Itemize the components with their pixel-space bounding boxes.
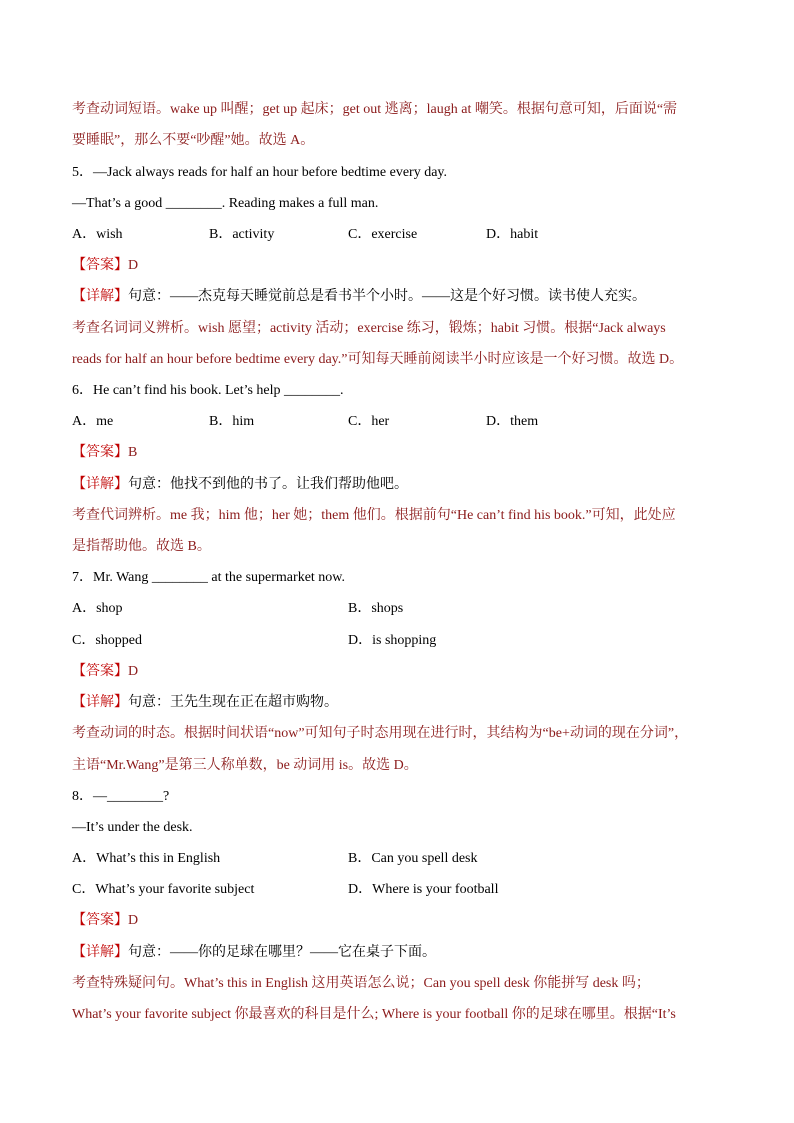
answer-value: D — [128, 913, 139, 928]
detail-meaning: 句意：他找不到他的书了。让我们帮助他吧。 — [128, 477, 408, 492]
q6-analysis-line-2: 是指帮助他。故选 B。 — [72, 539, 211, 554]
q7-stem-line-1: 7．Mr. Wang ________ at the supermarket now. — [72, 570, 345, 585]
q5-option-a: A．wish — [72, 227, 123, 242]
q6-detail — [72, 475, 408, 495]
q5-stem-line-2: —That’s a good ________. Reading makes a full man. — [72, 196, 379, 211]
answer-value: B — [128, 445, 138, 460]
q7-option-d: D．is shopping — [348, 633, 437, 648]
detail-label: 【详解】 — [72, 289, 128, 304]
q4-analysis-line-1: 考查动词短语。wake up 叫醒；get up 起床；get out 逃离；laugh at 嘲笑。根据句意可知，后面说“需 — [72, 102, 678, 117]
q7-option-b: B．shops — [348, 601, 404, 616]
answer-label: 【答案】 — [72, 445, 128, 460]
q5-analysis-line-2: reads for half an hour before bedtime every day.”可知每天睡前阅读半小时应该是一个好习惯。故选 D。 — [72, 352, 684, 367]
q5-option-c: C．exercise — [348, 227, 418, 242]
q6-option-b: B．him — [209, 414, 255, 429]
q8-option-c: C．What’s your favorite subject — [72, 882, 255, 897]
q8-option-d: D．Where is your football — [348, 882, 499, 897]
answer-label: 【答案】 — [72, 258, 128, 273]
q5-detail — [72, 287, 646, 307]
detail-label: 【详解】 — [72, 477, 128, 492]
q8-answer — [72, 911, 138, 931]
q6-option-a: A．me — [72, 414, 114, 429]
q8-stem-line-2: —It’s under the desk. — [72, 820, 193, 835]
q7-option-a: A．shop — [72, 601, 123, 616]
q7-detail — [72, 693, 338, 713]
q6-answer — [72, 443, 137, 463]
q6-analysis-line-1: 考查代词辨析。me 我；him 他；her 她；them 他们。根据前句“He can’t find his book.”可知，此处应 — [72, 508, 676, 523]
q8-stem-line-1: 8．—________? — [72, 789, 170, 804]
detail-meaning: 句意：王先生现在正在超市购物。 — [128, 695, 338, 710]
q5-option-b: B．activity — [209, 227, 275, 242]
q5-option-d: D．habit — [486, 227, 539, 242]
detail-label: 【详解】 — [72, 695, 128, 710]
q8-option-b: B．Can you spell desk — [348, 851, 478, 866]
detail-meaning: 句意：——你的足球在哪里？——它在桌子下面。 — [128, 945, 436, 960]
q5-analysis-line-1: 考查名词词义辨析。wish 愿望；activity 活动；exercise 练习，锻炼；habit 习惯。根据“Jack always — [72, 321, 666, 336]
detail-meaning: 句意：——杰克每天睡觉前总是看书半个小时。——这是个好习惯。读书使人充实。 — [128, 289, 646, 304]
q7-analysis-line-2: 主语“Mr.Wang”是第三人称单数，be 动词用 is。故选 D。 — [72, 758, 418, 773]
q5-stem-line-1: 5．—Jack always reads for half an hour before bedtime every day. — [72, 165, 447, 180]
answer-value: D — [128, 664, 139, 679]
answer-label: 【答案】 — [72, 664, 128, 679]
q6-stem-line-1: 6．He can’t find his book. Let’s help ________. — [72, 383, 344, 398]
q6-option-c: C．her — [348, 414, 390, 429]
q7-answer — [72, 662, 138, 682]
q7-analysis-line-1: 考查动词的时态。根据时间状语“now”可知句子时态用现在进行时，其结构为“be+动词的现在分词”， — [72, 726, 689, 741]
q8-analysis-line-2: What’s your favorite subject 你最喜欢的科目是什么; Where is your football 你的足球在哪里。根据“It’s — [72, 1007, 676, 1022]
q8-analysis-line-1: 考查特殊疑问句。What’s this in English 这用英语怎么说；Can you spell desk 你能拼写 desk 吗； — [72, 976, 650, 991]
q5-answer — [72, 256, 138, 276]
answer-label: 【答案】 — [72, 913, 128, 928]
q8-detail — [72, 943, 436, 963]
q8-option-a: A．What’s this in English — [72, 851, 221, 866]
q6-option-d: D．them — [486, 414, 539, 429]
q4-analysis-line-2: 要睡眠”，那么不要“吵醒”她。故选 A。 — [72, 133, 315, 148]
detail-label: 【详解】 — [72, 945, 128, 960]
answer-value: D — [128, 258, 139, 273]
q7-option-c: C．shopped — [72, 633, 142, 648]
